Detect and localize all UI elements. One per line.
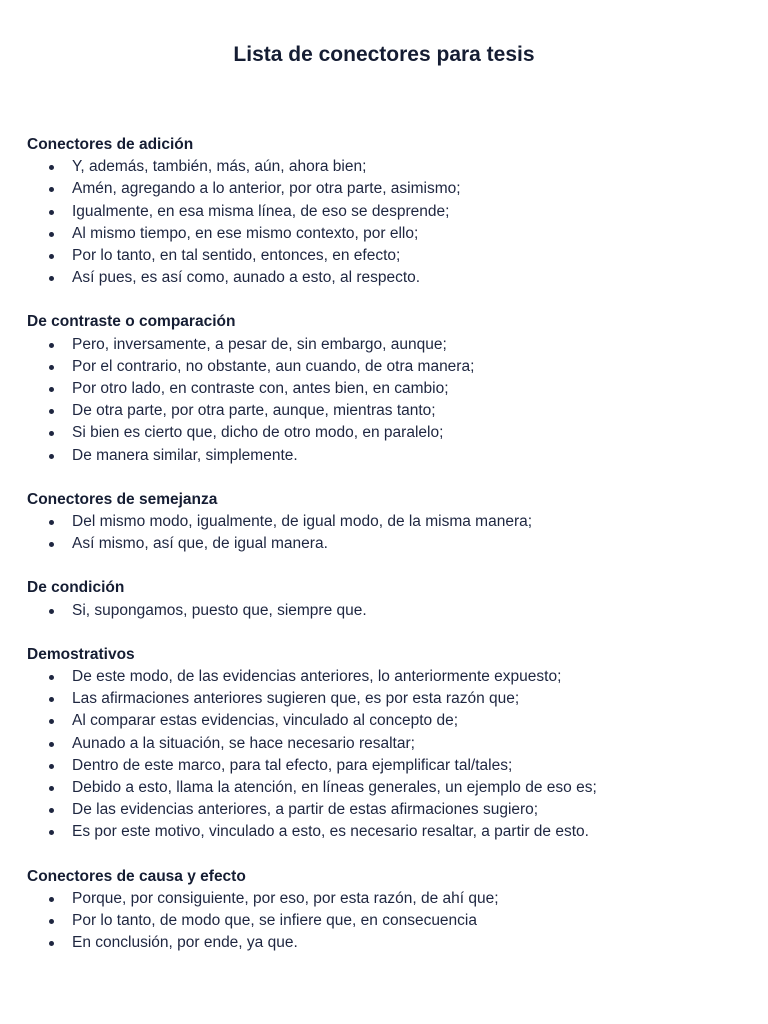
bullet-icon: [49, 719, 54, 724]
list-item: [27, 888, 740, 910]
list-item-text: Del mismo modo, igualmente, de igual modo, de la misma manera;: [72, 513, 533, 531]
list-item: [27, 533, 740, 555]
bullet-icon: [49, 187, 54, 192]
list-item-text: Aunado a la situación, se hace necesario resaltar;: [72, 734, 415, 752]
list-item: [27, 400, 740, 422]
section-heading: Conectores de adición: [27, 136, 194, 153]
section-contraste: [27, 311, 740, 466]
list-item: [27, 422, 740, 444]
section-adicion: [27, 134, 740, 289]
bullet-icon: [49, 675, 54, 680]
list-item-text: Al comparar estas evidencias, vinculado al concepto de;: [72, 712, 458, 730]
list-item: [27, 378, 740, 400]
list-item: [27, 799, 740, 821]
list-item-text: Las afirmaciones anteriores sugieren que, es por esta razón que;: [72, 690, 520, 708]
list-item-text: Así pues, es así como, aunado a esto, al respecto.: [72, 269, 421, 287]
bullet-list: [27, 600, 740, 622]
list-item-text: De las evidencias anteriores, a partir de estas afirmaciones sugiero;: [72, 801, 539, 819]
bullet-list: [27, 511, 740, 555]
section-heading: Conectores de causa y efecto: [27, 867, 246, 885]
bullet-icon: [49, 387, 54, 392]
list-item: [27, 688, 740, 710]
list-item-text: De manera similar, simplemente.: [72, 446, 298, 464]
list-item: [27, 932, 740, 954]
list-item-text: Amén, agregando a lo anterior, por otra parte, asimismo;: [72, 180, 461, 198]
section-heading: De contraste o comparación: [27, 313, 236, 331]
bullet-list: [27, 888, 740, 955]
list-item-text: Porque, por consiguiente, por eso, por esta razón, de ahí que;: [72, 889, 499, 907]
list-item-text: Igualmente, en esa misma línea, de eso se desprende;: [72, 202, 450, 220]
bullet-icon: [49, 276, 54, 281]
section-causa-efecto: [27, 866, 740, 955]
list-item-text: De este modo, de las evidencias anteriores, lo anteriormente expuesto;: [72, 668, 562, 686]
list-item-text: Si bien es cierto que, dicho de otro modo, en paralelo;: [72, 424, 444, 442]
bullet-icon: [49, 409, 54, 414]
bullet-icon: [49, 454, 54, 459]
section-heading: De condición: [27, 579, 125, 597]
bullet-icon: [49, 786, 54, 791]
bullet-icon: [49, 764, 54, 769]
list-item-text: Si, supongamos, puesto que, siempre que.: [72, 601, 367, 619]
list-item: [27, 511, 740, 533]
bullet-icon: [49, 609, 54, 614]
list-item-text: Por lo tanto, de modo que, se infiere que, en consecuencia: [72, 912, 477, 930]
list-item: [27, 777, 740, 799]
list-item: [27, 445, 740, 467]
list-item: [27, 910, 740, 932]
list-item-text: Dentro de este marco, para tal efecto, para ejemplificar tal/tales;: [72, 756, 513, 774]
list-item-text: Debido a esto, llama la atención, en líneas generales, un ejemplo de eso es;: [72, 779, 597, 797]
list-item-text: En conclusión, por ende, ya que.: [72, 934, 298, 952]
section-heading: Demostrativos: [27, 645, 135, 663]
list-item-text: Así mismo, así que, de igual manera.: [72, 535, 328, 553]
bullet-icon: [49, 742, 54, 747]
bullet-icon: [49, 919, 54, 924]
bullet-icon: [49, 210, 54, 215]
list-item-text: Por lo tanto, en tal sentido, entonces, en efecto;: [72, 247, 401, 265]
bullet-icon: [49, 520, 54, 525]
list-item-text: Al mismo tiempo, en ese mismo contexto, por ello;: [72, 224, 419, 242]
list-item: [27, 267, 740, 289]
list-item: [27, 334, 740, 356]
list-item: [27, 755, 740, 777]
section-heading: Conectores de semejanza: [27, 490, 218, 508]
list-item: [27, 245, 740, 267]
bullet-icon: [49, 254, 54, 259]
document-title: Lista de conectores para tesis: [233, 43, 535, 66]
list-item-text: Pero, inversamente, a pesar de, sin embargo, aunque;: [72, 335, 447, 353]
bullet-list: [27, 156, 740, 289]
bullet-list: [27, 334, 740, 467]
section-condicion: [27, 577, 740, 621]
list-item-text: De otra parte, por otra parte, aunque, mientras tanto;: [72, 402, 436, 420]
list-item: [27, 710, 740, 732]
section-semejanza: [27, 489, 740, 556]
bullet-icon: [49, 941, 54, 946]
bullet-list: [27, 666, 740, 844]
bullet-icon: [49, 343, 54, 348]
list-item: [27, 156, 740, 178]
bullet-icon: [49, 165, 54, 170]
list-item: [27, 356, 740, 378]
bullet-icon: [49, 830, 54, 835]
list-item: [27, 666, 740, 688]
list-item: [27, 201, 740, 223]
bullet-icon: [49, 808, 54, 813]
list-item: [27, 821, 740, 843]
list-item: [27, 223, 740, 245]
list-item-text: Es por este motivo, vinculado a esto, es necesario resaltar, a partir de esto.: [72, 823, 589, 841]
sections-container: [27, 134, 740, 977]
bullet-icon: [49, 897, 54, 902]
section-demostrativos: [27, 644, 740, 844]
bullet-icon: [49, 365, 54, 370]
bullet-icon: [49, 431, 54, 436]
list-item-text: Por el contrario, no obstante, aun cuando, de otra manera;: [72, 357, 475, 375]
list-item-text: Y, además, también, más, aún, ahora bien;: [72, 158, 367, 176]
bullet-icon: [49, 697, 54, 702]
bullet-icon: [49, 232, 54, 237]
list-item: [27, 178, 740, 200]
list-item-text: Por otro lado, en contraste con, antes bien, en cambio;: [72, 380, 449, 398]
bullet-icon: [49, 542, 54, 547]
list-item: [27, 600, 740, 622]
list-item: [27, 733, 740, 755]
